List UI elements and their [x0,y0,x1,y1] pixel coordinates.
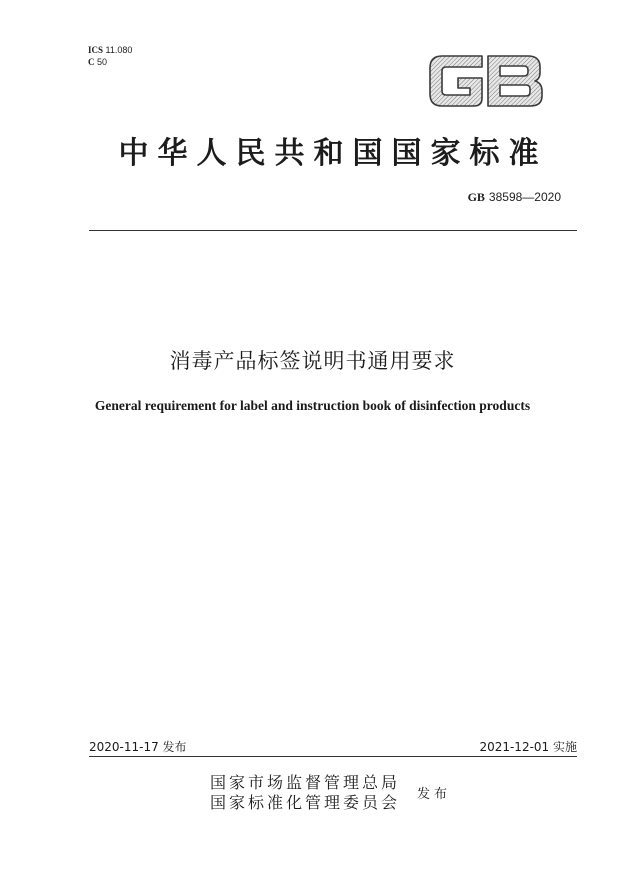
classification-codes [88,44,132,68]
standard-number [468,190,561,205]
ccs-code: 50 [97,57,108,67]
gb-logo-icon [424,48,548,114]
standard-code-number: 38598—2020 [488,190,561,204]
standard-prefix: GB [467,190,485,204]
top-divider [89,230,577,231]
national-standard-heading: 中华人民共和国国家标准 [118,136,548,171]
ics-code: 11.080 [105,45,133,55]
implementation-date: 2021-12-01 实施 [479,740,577,754]
ics-label: ICS [88,45,104,55]
issue-date: 2020-11-17 发布 [89,740,187,754]
bottom-divider [89,756,577,757]
ics-code-line [88,44,132,56]
publish-label: 发布 [417,787,452,802]
ccs-label: C [88,57,95,67]
document-title-chinese: 消毒产品标签说明书通用要求 [169,349,456,373]
document-title-english: General requirement for label and instruction book of disinfection products [94,398,531,413]
issuer-sac: 国家标准化管理委员会 [210,793,401,812]
ccs-code-line [88,56,132,68]
issuing-authorities [210,773,400,813]
date-row [89,738,577,754]
issuer-samr: 国家市场监督管理总局 [210,773,401,792]
